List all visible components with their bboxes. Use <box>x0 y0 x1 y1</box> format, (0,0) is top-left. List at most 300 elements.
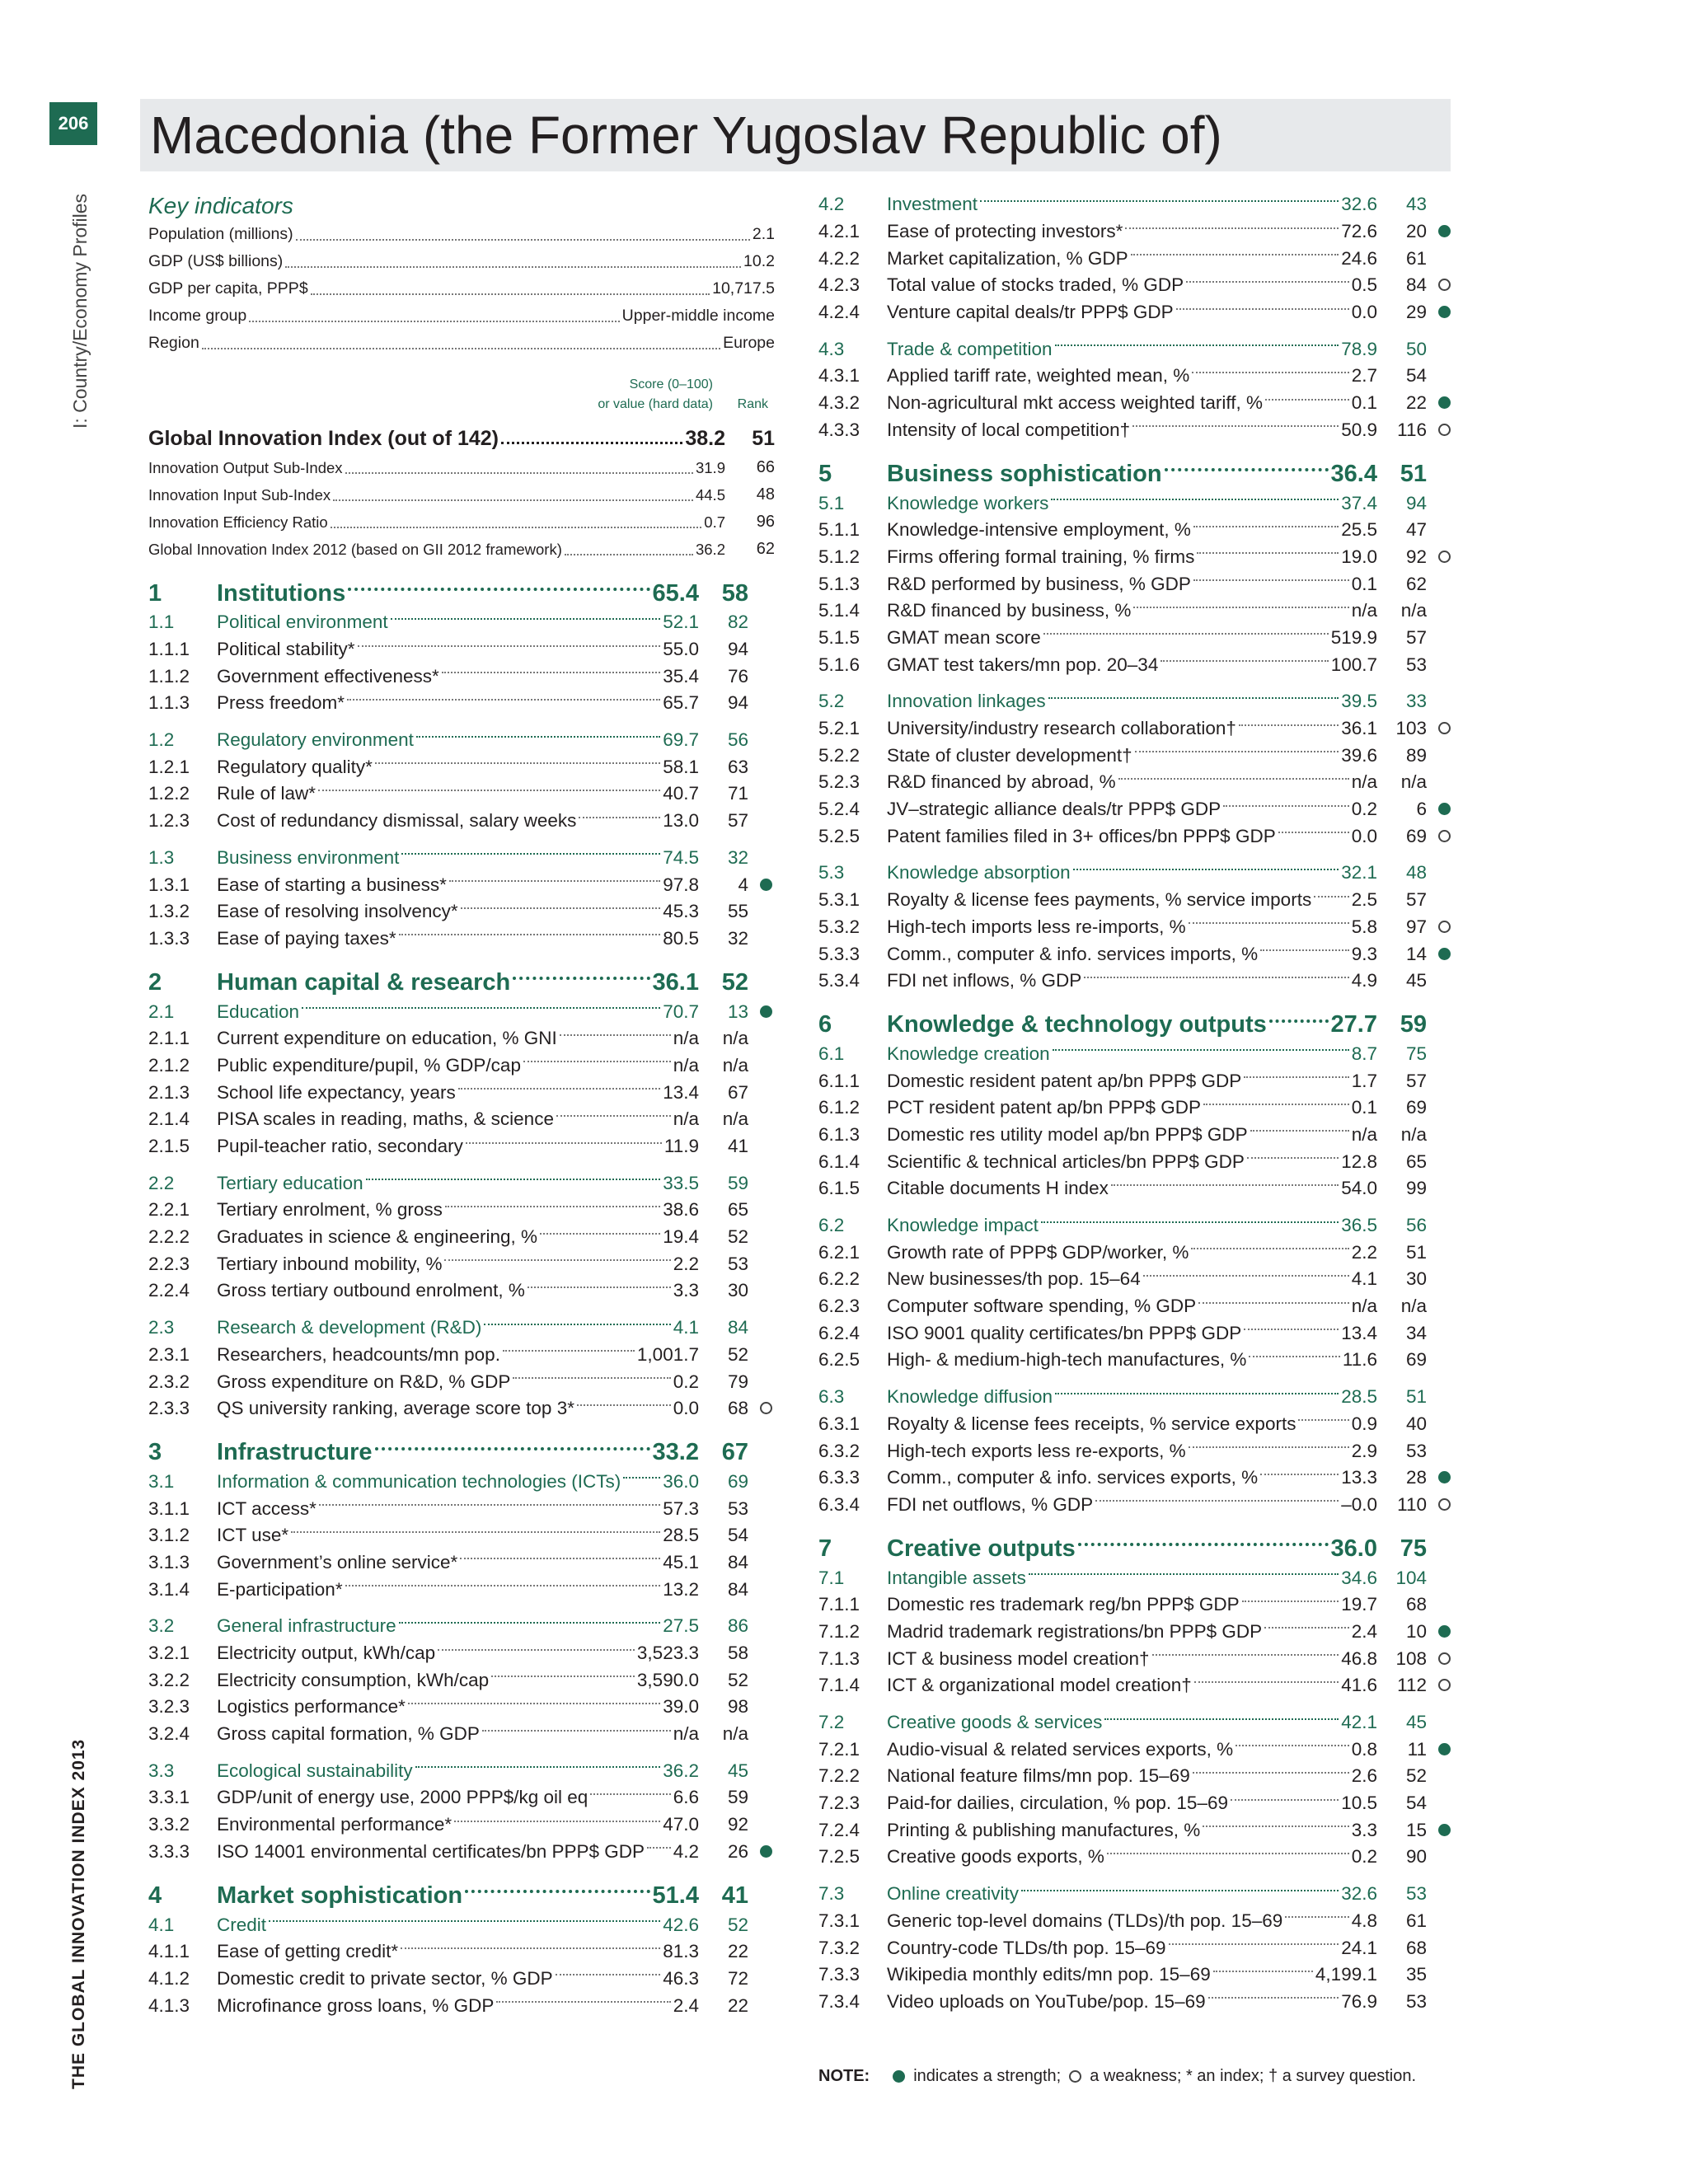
indicator-rank: 52 <box>1405 1765 1427 1787</box>
indicator-row <box>818 1934 1453 1961</box>
marker-slot <box>1427 223 1453 240</box>
indicator-rank: 35 <box>1405 1964 1427 1985</box>
indicator-row <box>818 796 1453 823</box>
indicator-rank: 58 <box>721 579 748 607</box>
marker-slot <box>1427 720 1453 737</box>
indicator-rank: n/a <box>1400 771 1427 793</box>
marker-slot <box>1427 1298 1453 1315</box>
indicator-rank: 54 <box>727 1525 748 1546</box>
indicator-number: 1 <box>148 579 162 607</box>
indicator-score: 0.1 <box>1351 573 1377 594</box>
indicator-score: n/a <box>1351 600 1377 621</box>
strength-dot-icon <box>1438 225 1451 237</box>
indicator-row <box>148 636 775 663</box>
indicator-label: R&D performed by business, % GDP <box>887 573 1191 594</box>
indicator-number: 7.1.2 <box>818 1620 860 1642</box>
indicator-label: High-tech exports less re-exports, % <box>887 1440 1186 1461</box>
subpillar-row <box>148 998 775 1025</box>
indicator-rank: 54 <box>1405 365 1427 387</box>
right-indicator-table <box>818 191 1453 2015</box>
indicator-number: 2.3.1 <box>148 1343 190 1365</box>
subpillar-row <box>148 1911 775 1938</box>
indicator-row <box>818 742 1453 769</box>
indicator-rank: 104 <box>1395 1567 1427 1588</box>
indicator-number: 5.2.1 <box>818 718 860 739</box>
marker-slot <box>748 1789 775 1806</box>
indicator-rank: 22 <box>727 1941 748 1962</box>
indicator-number: 1.2.3 <box>148 810 190 832</box>
indicator-score: 0.0 <box>1351 302 1377 323</box>
indicator-score: 1.7 <box>1351 1070 1377 1091</box>
indicator-rank: 84 <box>727 1578 748 1600</box>
indicator-row <box>818 1672 1453 1699</box>
marker-slot <box>748 850 775 866</box>
marker-slot <box>1427 277 1453 293</box>
indicator-number: 1.1.2 <box>148 665 190 687</box>
marker-slot <box>748 1971 775 1987</box>
marker-slot <box>1427 1886 1453 1902</box>
indicator-rank: 47 <box>1405 519 1427 541</box>
indicator-score: 24.1 <box>1341 1937 1377 1958</box>
indicator-number: 4.2 <box>818 194 845 215</box>
indicator-label: Ecological sustainability <box>217 1760 413 1781</box>
indicator-score: 9.3 <box>1351 943 1377 964</box>
indicator-label: Population (millions) <box>148 225 293 243</box>
marker-slot <box>1427 828 1453 845</box>
indicator-number: 6.2.5 <box>818 1349 860 1371</box>
indicator-score: 36.1 <box>652 968 699 996</box>
subindex-label: Innovation Efficiency Ratio <box>148 513 328 531</box>
indicator-rank: 69 <box>1405 1349 1427 1371</box>
indicator-label: Country-code TLDs/th pop. 15–69 <box>887 1937 1166 1958</box>
indicator-number: 2.2.3 <box>148 1253 190 1274</box>
indicator-label: Knowledge-intensive employment, % <box>887 519 1191 541</box>
indicator-label: ICT use* <box>217 1525 289 1546</box>
indicator-label: Information & communication technologies (ICTs) <box>217 1470 621 1492</box>
indicator-rank: 69 <box>727 1470 748 1492</box>
indicator-rank: 76 <box>727 665 748 687</box>
marker-slot <box>748 1374 775 1390</box>
indicator-rank: 99 <box>1405 1178 1427 1199</box>
indicator-rank: 57 <box>1405 626 1427 648</box>
indicator-rank: 10 <box>1405 1620 1427 1642</box>
marker-slot <box>1427 1822 1453 1839</box>
indicator-number: 6.2.4 <box>818 1322 860 1343</box>
indicator-rank: 30 <box>727 1280 748 1301</box>
marker-slot <box>1427 630 1453 646</box>
indicator-row <box>148 926 775 953</box>
indicator-rank: 97 <box>1405 916 1427 937</box>
marker-slot <box>748 1887 775 1904</box>
indicator-label: GDP per capita, PPP$ <box>148 279 308 298</box>
indicator-number: 5.2.5 <box>818 825 860 846</box>
subpillar-row <box>148 1757 775 1784</box>
indicator-rank: 30 <box>1405 1268 1427 1290</box>
marker-slot <box>748 1672 775 1689</box>
marker-slot <box>748 1527 775 1544</box>
indicator-number: 1.2.1 <box>148 756 190 777</box>
page-number: 206 <box>49 102 97 145</box>
indicator-row <box>818 272 1453 299</box>
marker-slot <box>1427 1570 1453 1586</box>
indicator-rank: 116 <box>1397 419 1427 440</box>
indicator-score: 70.7 <box>663 1001 699 1022</box>
indicator-rank: 29 <box>1405 302 1427 323</box>
indicator-rank: n/a <box>722 1054 748 1076</box>
indicator-number: 6.2.1 <box>818 1241 860 1263</box>
indicator-label: Domestic credit to private sector, % GDP <box>217 1967 553 1989</box>
indicator-rank: 53 <box>727 1253 748 1274</box>
subpillar-row <box>818 1384 1453 1411</box>
marker-slot <box>1427 657 1453 673</box>
indicator-row <box>148 1250 775 1277</box>
indicator-score: 3.3 <box>673 1280 699 1301</box>
subpillar-row <box>818 1881 1453 1908</box>
indicator-rank: 52 <box>727 1669 748 1690</box>
indicator-number: 3.3.2 <box>148 1814 190 1835</box>
indicator-label: Logistics performance* <box>217 1696 406 1718</box>
subpillar-row <box>818 860 1453 887</box>
indicator-label: Political environment <box>217 612 388 633</box>
marker-slot <box>1427 1624 1453 1640</box>
indicator-number: 1.3.3 <box>148 927 190 949</box>
indicator-rank: 20 <box>1405 221 1427 242</box>
subpillar-row <box>818 1212 1453 1240</box>
subindex-value: 0.7 <box>704 513 725 531</box>
indicator-rank: 69 <box>1405 825 1427 846</box>
indicator-row <box>818 363 1453 390</box>
key-indicator-row <box>148 275 775 302</box>
indicator-label: Venture capital deals/tr PPP$ GDP <box>887 302 1174 323</box>
indicator-number: 3.1.1 <box>148 1497 190 1519</box>
indicator-score: 78.9 <box>1341 338 1377 359</box>
indicator-number: 6.3.4 <box>818 1493 860 1515</box>
subpillar-row <box>148 727 775 754</box>
indicator-score: 97.8 <box>663 874 699 895</box>
indicator-rank: 41 <box>721 1882 748 1909</box>
indicator-label: Domestic res utility model ap/bn PPP$ GDP <box>887 1123 1248 1145</box>
indicator-number: 3.1 <box>148 1470 175 1492</box>
indicator-number: 1.3.2 <box>148 901 190 922</box>
indicator-score: 72.6 <box>1341 221 1377 242</box>
indicator-label: Creative outputs <box>887 1535 1076 1562</box>
indicator-rank: 58 <box>727 1643 748 1664</box>
indicator-number: 6.3.2 <box>818 1440 860 1461</box>
indicator-row <box>818 1492 1453 1519</box>
marker-slot <box>748 1202 775 1218</box>
subindex-row <box>148 536 775 563</box>
marker-slot <box>748 1763 775 1779</box>
indicator-label: ICT access* <box>217 1497 316 1519</box>
gii-label: Global Innovation Index (out of 142) <box>148 427 499 450</box>
indicator-number: 6.1.3 <box>818 1123 860 1145</box>
indicator-number: 7.1.4 <box>818 1675 860 1696</box>
indicator-rank: 108 <box>1395 1647 1427 1669</box>
indicator-label: Comm., computer & info. services exports, % <box>887 1467 1259 1488</box>
weakness-circle-icon <box>1069 2070 1081 2083</box>
indicator-row <box>818 1319 1453 1347</box>
indicator-score: 0.0 <box>673 1398 699 1419</box>
indicator-number: 2.2.1 <box>148 1199 190 1221</box>
indicator-row <box>818 651 1453 678</box>
indicator-score: 36.0 <box>1330 1535 1377 1562</box>
key-indicator-row <box>148 248 775 275</box>
indicator-row <box>148 1966 775 1993</box>
indicator-row <box>148 1277 775 1305</box>
indicator-row <box>148 1522 775 1549</box>
indicator-label: GMAT test takers/mn pop. 20–34 <box>887 654 1159 675</box>
marker-slot <box>1427 1271 1453 1287</box>
subpillar-row <box>818 688 1453 715</box>
indicator-label: Business sophistication <box>887 460 1162 487</box>
indicator-rank: 53 <box>1405 1440 1427 1461</box>
marker-slot <box>748 668 775 685</box>
subindex-list <box>148 454 775 563</box>
indicator-number: 3.1.2 <box>148 1525 190 1546</box>
indicator-rank: 28 <box>1405 1467 1427 1488</box>
indicator-rank: 110 <box>1397 1493 1427 1515</box>
indicator-score: 57.3 <box>663 1497 699 1519</box>
indicator-label: Patent families filed in 3+ offices/bn PPP$ GDP <box>887 825 1276 846</box>
indicator-number: 4.1.2 <box>148 1967 190 1989</box>
indicator-label: GMAT mean score <box>887 626 1041 648</box>
indicator-rank: 63 <box>727 756 748 777</box>
indicator-rank: 61 <box>1405 1910 1427 1931</box>
indicator-label: High-tech imports less re-imports, % <box>887 916 1186 937</box>
indicator-label: Electricity output, kWh/cap <box>217 1643 436 1664</box>
indicator-number: 1.3.1 <box>148 874 190 895</box>
indicator-label: Income group <box>148 307 247 325</box>
marker-slot <box>748 1844 775 1860</box>
strength-dot-icon <box>760 1845 772 1858</box>
marker-slot <box>748 1319 775 1336</box>
indicator-label: Video uploads on YouTube/pop. 15–69 <box>887 1990 1206 2012</box>
indicator-number: 3.2.1 <box>148 1643 190 1664</box>
indicator-score: 4.9 <box>1351 970 1377 991</box>
indicator-label: Citable documents H index <box>887 1178 1109 1199</box>
key-indicator-row <box>148 302 775 330</box>
indicator-label: Government effectiveness* <box>217 665 439 687</box>
subpillar-row <box>148 609 775 636</box>
indicator-label: GDP (US$ billions) <box>148 252 284 270</box>
indicator-score: 39.6 <box>1341 744 1377 766</box>
marker-slot <box>1427 1994 1453 2010</box>
indicator-row <box>818 1122 1453 1149</box>
marker-slot <box>1427 368 1453 384</box>
marker-slot <box>748 1057 775 1074</box>
indicator-rank: n/a <box>1400 1296 1427 1317</box>
indicator-rank: 92 <box>1405 546 1427 567</box>
indicator-label: Growth rate of PPP$ GDP/worker, % <box>887 1241 1189 1263</box>
indicator-number: 7.1 <box>818 1567 845 1588</box>
marker-slot <box>1427 1913 1453 1929</box>
indicator-rank: 14 <box>1405 943 1427 964</box>
indicator-label: Firms offering formal training, % firms <box>887 546 1195 567</box>
weakness-circle-icon <box>760 1402 772 1414</box>
indicator-row <box>818 1094 1453 1122</box>
indicator-label: Rule of law* <box>217 783 316 804</box>
subindex-value: 36.2 <box>695 541 725 558</box>
indicator-number: 4.2.2 <box>818 247 860 269</box>
marker-slot <box>748 1229 775 1245</box>
indicator-label: High- & medium-high-tech manufactures, % <box>887 1349 1247 1371</box>
indicator-label: Credit <box>217 1914 267 1935</box>
indicator-number: 3.2.3 <box>148 1696 190 1718</box>
indicator-row <box>818 390 1453 417</box>
indicator-row <box>148 1197 775 1224</box>
marker-slot <box>748 1917 775 1933</box>
indicator-label: Computer software spending, % GDP <box>887 1296 1197 1317</box>
indicator-label: ICT & business model creation† <box>887 1647 1150 1669</box>
indicator-score: 100.7 <box>1330 654 1377 675</box>
indicator-rank: 45 <box>727 1760 748 1781</box>
indicator-row <box>818 1175 1453 1202</box>
indicator-number: 5.1.5 <box>818 626 860 648</box>
indicator-score: 51.4 <box>652 1882 699 1909</box>
indicator-score: 11.9 <box>663 1136 699 1157</box>
marker-slot <box>1427 576 1453 593</box>
indicator-label: Online creativity <box>887 1883 1020 1905</box>
marker-slot <box>1427 774 1453 790</box>
indicator-number: 5.2.2 <box>818 744 860 766</box>
indicator-row <box>818 1790 1453 1817</box>
marker-slot <box>1427 1714 1453 1731</box>
marker-slot <box>1427 602 1453 619</box>
indicator-label: Cost of redundancy dismissal, salary weeks <box>217 810 577 832</box>
indicator-score: 4.8 <box>1351 1910 1377 1931</box>
indicator-row <box>148 1224 775 1251</box>
indicator-score: 32.6 <box>1341 194 1377 215</box>
indicator-label: Gross capital formation, % GDP <box>217 1723 480 1745</box>
indicator-label: R&D financed by business, % <box>887 600 1132 621</box>
strength-dot-icon <box>1438 306 1451 318</box>
indicator-rank: 43 <box>1405 194 1427 215</box>
indicator-value: 10.2 <box>743 252 775 270</box>
marker-slot <box>1427 196 1453 213</box>
indicator-score: 2.9 <box>1351 1440 1377 1461</box>
page-title: Macedonia (the Former Yugoslav Republic of) <box>150 105 1222 165</box>
indicator-number: 2.3.2 <box>148 1371 190 1392</box>
indicator-label: Royalty & license fees payments, % service imports <box>887 889 1312 911</box>
indicator-rank: 68 <box>1405 1937 1427 1958</box>
indicator-rank: 51 <box>1405 1386 1427 1408</box>
indicator-score: 4,199.1 <box>1315 1964 1377 1985</box>
subindex-label: Global Innovation Index 2012 (based on GII 2012 framework) <box>148 541 562 558</box>
marker-slot <box>1427 1073 1453 1090</box>
weakness-circle-icon <box>1438 424 1451 436</box>
marker-slot <box>1427 549 1453 565</box>
marker-slot <box>1427 892 1453 908</box>
indicator-row <box>148 1666 775 1694</box>
indicator-score: n/a <box>673 1723 699 1745</box>
indicator-label: Infrastructure <box>217 1439 373 1466</box>
marker-slot <box>1427 1768 1453 1784</box>
indicator-number: 7.2.5 <box>818 1846 860 1868</box>
subindex-row <box>148 454 775 481</box>
indicator-row <box>148 1549 775 1577</box>
subpillar-row <box>818 490 1453 517</box>
indicator-number: 7.2 <box>818 1712 845 1733</box>
indicator-label: Business environment <box>217 846 400 868</box>
indicator-label: Research & development (R&D) <box>217 1317 482 1338</box>
indicator-number: 2.1.5 <box>148 1136 190 1157</box>
indicator-rank: 52 <box>727 1914 748 1935</box>
marker-slot <box>748 1445 775 1461</box>
indicator-label: Microfinance gross loans, % GDP <box>217 1994 495 2016</box>
pillar-row <box>818 458 1453 490</box>
indicator-row <box>818 1067 1453 1094</box>
indicator-score: 36.4 <box>1330 460 1377 487</box>
indicator-label: Human capital & research <box>217 968 511 996</box>
indicator-number: 2.1.1 <box>148 1028 190 1049</box>
indicator-label: Creative goods exports, % <box>887 1846 1104 1868</box>
indicator-number: 4.3.1 <box>818 365 860 387</box>
indicator-score: n/a <box>1351 771 1377 793</box>
right-column <box>818 191 1453 2015</box>
marker-slot <box>748 1004 775 1020</box>
marker-slot <box>1427 1017 1453 1033</box>
weakness-circle-icon <box>1438 921 1451 933</box>
indicator-rank: 45 <box>1405 1712 1427 1733</box>
legend-note <box>818 2067 1416 2086</box>
marker-slot <box>748 641 775 658</box>
indicator-number: 5.1.2 <box>818 546 860 567</box>
indicator-score: n/a <box>673 1108 699 1130</box>
marker-slot <box>748 1030 775 1047</box>
strength-dot-icon <box>1438 396 1451 409</box>
indicator-rank: n/a <box>722 1108 748 1130</box>
indicator-row <box>818 1293 1453 1320</box>
indicator-score: 52.1 <box>663 612 699 633</box>
indicator-label: Investment <box>887 194 978 215</box>
indicator-number: 7.2.1 <box>818 1738 860 1760</box>
indicator-number: 2.3.3 <box>148 1398 190 1419</box>
indicator-number: 7.2.3 <box>818 1793 860 1814</box>
indicator-rank: n/a <box>1400 600 1427 621</box>
indicator-label: Wikipedia monthly edits/mn pop. 15–69 <box>887 1964 1211 1985</box>
indicator-row <box>818 417 1453 444</box>
indicator-score: 46.8 <box>1341 1647 1377 1669</box>
indicator-rank: 22 <box>727 1994 748 2016</box>
indicator-row <box>818 1465 1453 1492</box>
indicator-number: 7.3 <box>818 1883 845 1905</box>
indicator-label: Ease of protecting investors* <box>887 221 1123 242</box>
indicator-rank: 52 <box>727 1343 748 1365</box>
marker-slot <box>748 1554 775 1571</box>
indicator-rank: 51 <box>1405 1241 1427 1263</box>
indicator-number: 7.3.1 <box>818 1910 860 1931</box>
indicator-row <box>148 1721 775 1748</box>
indicator-rank: 15 <box>1405 1819 1427 1840</box>
indicator-label: Regulatory quality* <box>217 756 373 777</box>
indicator-number: 5.1.3 <box>818 573 860 594</box>
indicator-label: Domestic resident patent ap/bn PPP$ GDP <box>887 1070 1242 1091</box>
indicator-row <box>818 1645 1453 1672</box>
indicator-row <box>148 1495 775 1522</box>
indicator-number: 5.2.3 <box>818 771 860 793</box>
indicator-rank: 98 <box>727 1696 748 1718</box>
indicator-row <box>148 1079 775 1106</box>
subindex-label: Innovation Output Sub-Index <box>148 459 343 476</box>
pillar-row <box>148 967 775 998</box>
indicator-score: 65.4 <box>652 579 699 607</box>
marker-slot <box>1427 304 1453 321</box>
indicator-rank: 94 <box>1405 492 1427 513</box>
pillar-row <box>148 1437 775 1469</box>
indicator-label: Public expenditure/pupil, % GDP/cap <box>217 1054 521 1076</box>
indicator-rank: 65 <box>1405 1151 1427 1172</box>
indicator-row <box>148 1694 775 1721</box>
